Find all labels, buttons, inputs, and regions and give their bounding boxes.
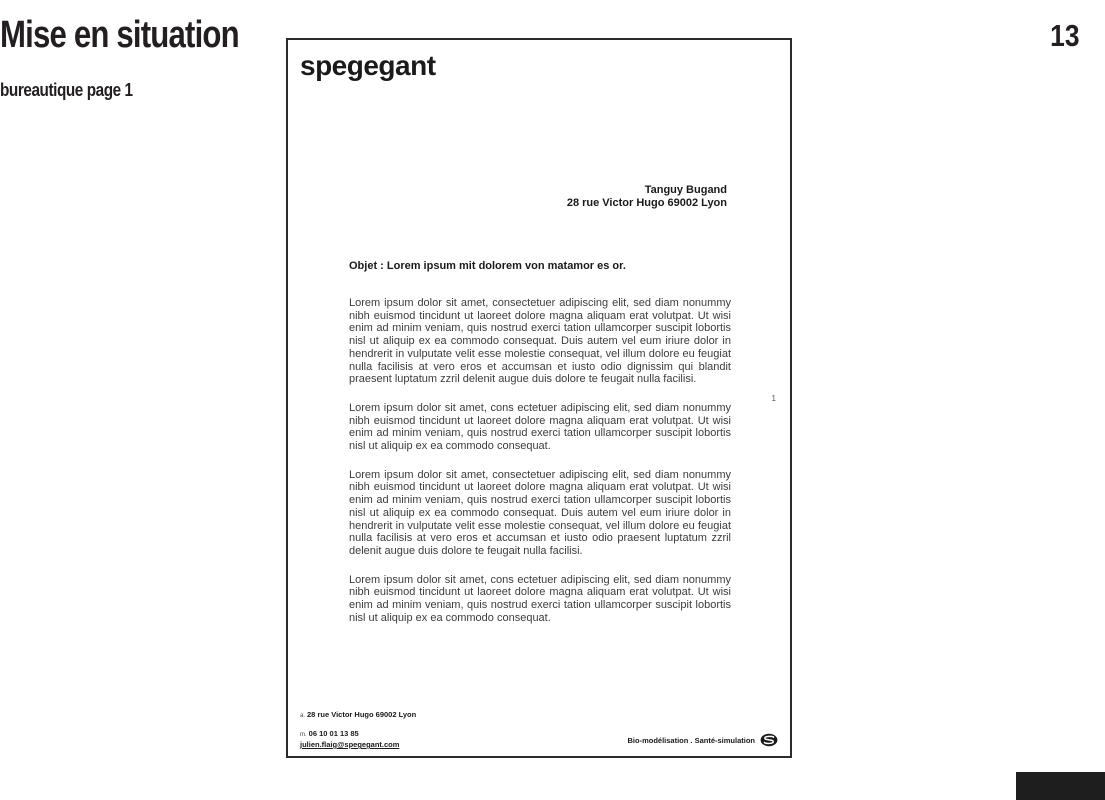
recipient-address: 28 rue Victor Hugo 69002 Lyon <box>566 197 727 209</box>
letter-body <box>349 297 731 640</box>
margin-note: 1 <box>771 394 776 403</box>
spegegant-oval-s-logo-icon <box>760 733 778 747</box>
footer-email-link[interactable]: julien.flaig@spegegant.com <box>300 740 400 749</box>
body-paragraph: Lorem ipsum dolor sit amet, cons ectetuer adipiscing elit, sed diam nonummy nibh euismod tincidunt ut laoreet dolore magna aliquam erat volutpat. Ut wisi enim ad minim veniam, quis nostrud exerci tation ullamcorper suscipit lobortis nisl ut aliquip ex ea commodo consequat. <box>349 401 731 453</box>
company-logo-text: spegegant <box>300 50 436 81</box>
footer-tagline: Bio-modélisation . Santé-simulation <box>627 735 755 745</box>
letter-document <box>286 38 792 758</box>
recipient-name: Tanguy Bugand <box>644 184 727 196</box>
recipient-block <box>567 184 727 210</box>
slide-title: Mise en situation <box>0 14 239 56</box>
footer-address-line <box>300 710 416 721</box>
footer-phone-prefix: m. <box>300 732 307 738</box>
footer-address: 28 rue Victor Hugo 69002 Lyon <box>307 710 417 719</box>
slide-page-number: 13 <box>1049 18 1079 53</box>
body-paragraph: Lorem ipsum dolor sit amet, cons ectetuer adipiscing elit, sed diam nonummy nibh euismod tincidunt ut laoreet dolore magna aliquam erat volutpat. Ut wisi enim ad minim veniam, quis nostrud exerci tation ullamcorper suscipit lobortis nisl ut aliquip ex ea commodo consequat. <box>349 573 731 624</box>
slide-subtitle: bureautique page 1 <box>0 80 133 100</box>
letter-footer-contact <box>300 710 416 749</box>
footer-address-prefix: a. <box>300 713 306 719</box>
footer-phone-line <box>300 729 416 740</box>
subject-line: Objet : Lorem ipsum mit dolorem von matamor es or. <box>349 260 626 272</box>
body-paragraph: Lorem ipsum dolor sit amet, consectetuer adipiscing elit, sed diam nonummy nibh euismod tincidunt ut laoreet dolore magna aliquam erat volutpat. Ut wisi enim ad minim veniam, quis nostrud exerci tation ullamcorper suscipit lobortis nisl ut aliquip ex ea commodo consequat. Duis autem vel eum iriure dolor in hendrerit in vulputate velit esse molestie consequat, vel illum dolore eu feugiat nulla facilisis at vero eros et accumsan et iusto odio praesent luptatum zzril delenit augue duis dolore te feugait nulla facilisi. <box>349 468 731 557</box>
footer-phone: 06 10 01 13 85 <box>308 729 359 738</box>
body-paragraph: Lorem ipsum dolor sit amet, consectetuer adipiscing elit, sed diam nonummy nibh euismod tincidunt ut laoreet dolore magna aliquam erat volutpat. Ut wisi enim ad minim veniam, quis nostrud exerci tation ullamcorper suscipit lobortis nisl ut aliquip ex ea commodo consequat. Duis autem vel eum iriure dolor in hendrerit in vulputate velit esse molestie consequat, vel illum dolore eu feugiat nulla facilisis at vero eros et accumsan et iusto odio dignissim qui blandit praesent luptatum zzril delenit augue duis dolore te feugait nulla facilisi. <box>349 297 731 386</box>
corner-accent-block <box>1016 772 1105 800</box>
letter-footer-brand <box>627 733 778 747</box>
